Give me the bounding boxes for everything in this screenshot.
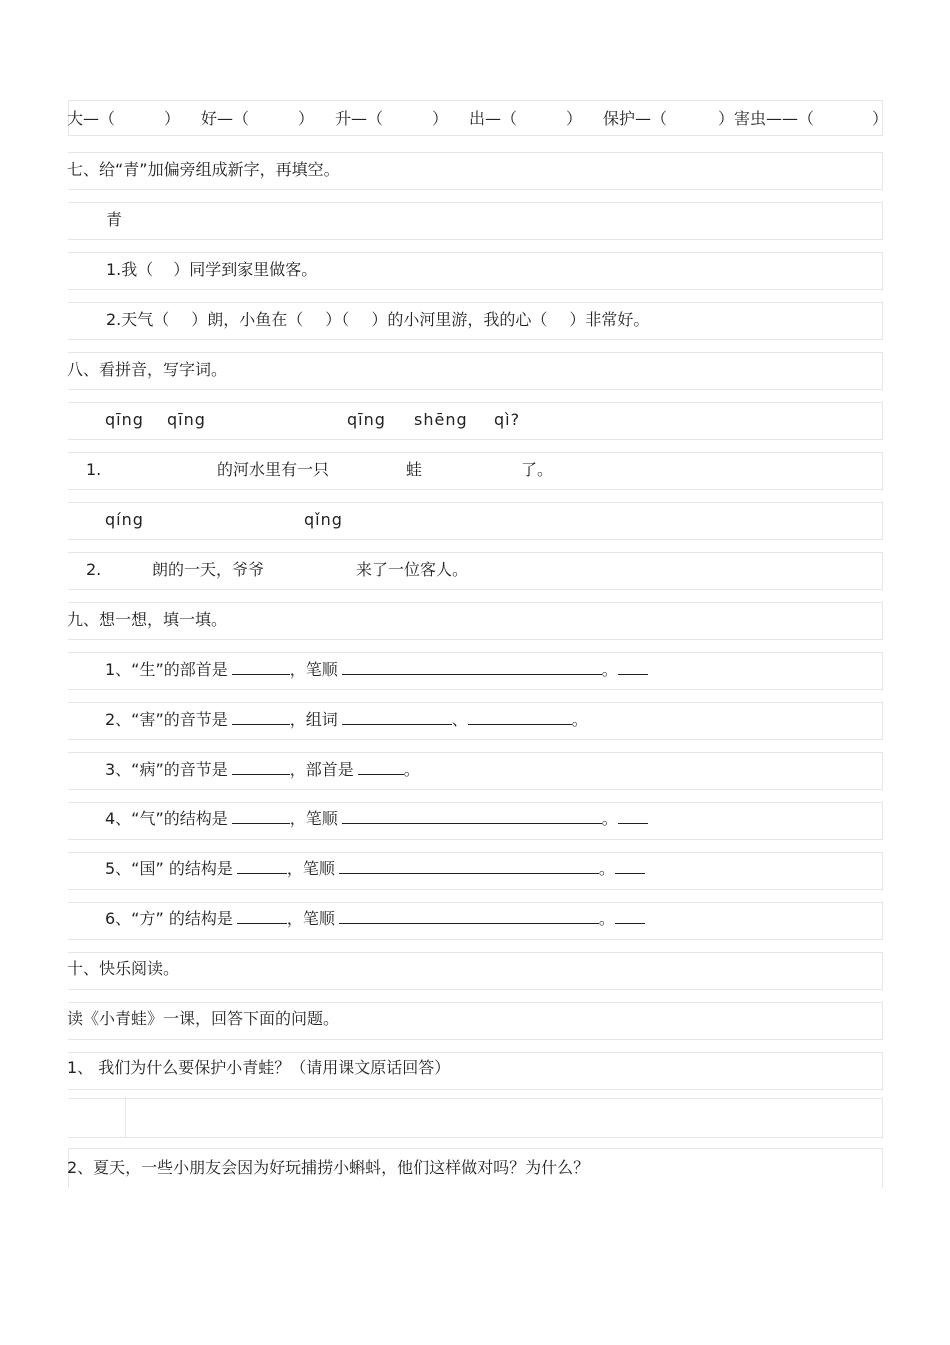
blank[interactable]: [615, 859, 645, 874]
q7-sentence-1: 1.我（ ）同学到家里做客。: [106, 260, 318, 279]
q9-item-4: 4、“气”的结构是 ，笔顺 。: [105, 809, 648, 829]
q10-question-2: 2、夏天，一些小朋友会因为好玩捕捞小蝌蚪，他们这样做对吗？为什么？: [67, 1158, 590, 1177]
blank[interactable]: [615, 909, 645, 924]
q8-heading: 八、看拼音，写字词。: [67, 360, 228, 379]
blank[interactable]: [468, 710, 572, 725]
q8-sentence-2-part: 朗的一天，爷爷: [152, 560, 265, 579]
q10-heading: 十、快乐阅读。: [67, 959, 180, 978]
q8-sentence-1-part: 蛙: [406, 460, 423, 479]
q7-heading: 七、给“青”加偏旁组成新字，再填空。: [67, 160, 340, 179]
q9-item-3: 3、“病”的音节是 ，部首是 。: [105, 760, 420, 779]
blank[interactable]: [342, 660, 602, 675]
blank[interactable]: [342, 809, 602, 824]
grid-row: [68, 452, 883, 490]
q6-item: ）: [432, 109, 449, 128]
blank[interactable]: [618, 809, 648, 824]
blank[interactable]: [339, 909, 599, 924]
q6-item: ）: [872, 109, 889, 128]
q8-sentence-2-part: 来了一位客人。: [356, 560, 469, 579]
q10-question-1: 1、 我们为什么要保护小青蛙？（请用课文原话回答）: [67, 1058, 451, 1077]
q8-sentence-2-number: 2.: [86, 560, 102, 579]
pinyin: qì?: [494, 410, 521, 429]
blank[interactable]: [237, 909, 287, 924]
q10-answer-area-1[interactable]: [126, 1100, 882, 1136]
q6-item: 大—（: [67, 109, 116, 128]
blank[interactable]: [232, 760, 290, 775]
q6-item: ）: [298, 109, 315, 128]
pinyin: qīng: [167, 410, 206, 429]
q8-sentence-1-part: 的河水里有一只: [217, 460, 330, 479]
q6-item: 出—（: [469, 109, 518, 128]
grid-row: [68, 502, 883, 540]
grid-row: [68, 202, 883, 240]
q7-character: 青: [106, 210, 123, 229]
q9-item-1: 1、“生”的部首是 ，笔顺 。: [105, 660, 648, 680]
q8-sentence-1-number: 1.: [86, 460, 102, 479]
pinyin: shēng: [414, 410, 468, 429]
pinyin: qǐng: [304, 510, 343, 529]
blank[interactable]: [339, 859, 599, 874]
blank[interactable]: [232, 809, 290, 824]
pinyin: qíng: [105, 510, 144, 529]
q9-item-2: 2、“害”的音节是 ，组词 、 。: [105, 710, 588, 729]
blank[interactable]: [232, 710, 290, 725]
q7-sentence-2: 2.天气（ ）朗，小鱼在（ ）（ ）的小河里游，我的心（ ）非常好。: [106, 310, 650, 329]
q6-item: 好—（: [201, 109, 250, 128]
q6-item: ）: [566, 109, 583, 128]
blank[interactable]: [618, 660, 648, 675]
q10-intro: 读《小青蛙》一课，回答下面的问题。: [67, 1009, 340, 1028]
q9-item-5: 5、“国” 的结构是 ，笔顺 。: [105, 859, 645, 879]
pinyin: qīng: [105, 410, 144, 429]
blank[interactable]: [358, 760, 404, 775]
q6-item: ）害虫——（: [718, 109, 815, 128]
q6-item: 升—（: [335, 109, 384, 128]
q9-item-6: 6、“方” 的结构是 ，笔顺 。: [105, 909, 645, 929]
blank[interactable]: [232, 660, 290, 675]
q6-item: ）: [164, 109, 181, 128]
q6-item: 保护—（: [603, 109, 668, 128]
blank[interactable]: [342, 710, 452, 725]
blank[interactable]: [237, 859, 287, 874]
pinyin: qīng: [347, 410, 386, 429]
q9-heading: 九、想一想，填一填。: [67, 610, 228, 629]
q8-sentence-1-part: 了。: [521, 460, 554, 479]
grid-row: [68, 952, 883, 990]
